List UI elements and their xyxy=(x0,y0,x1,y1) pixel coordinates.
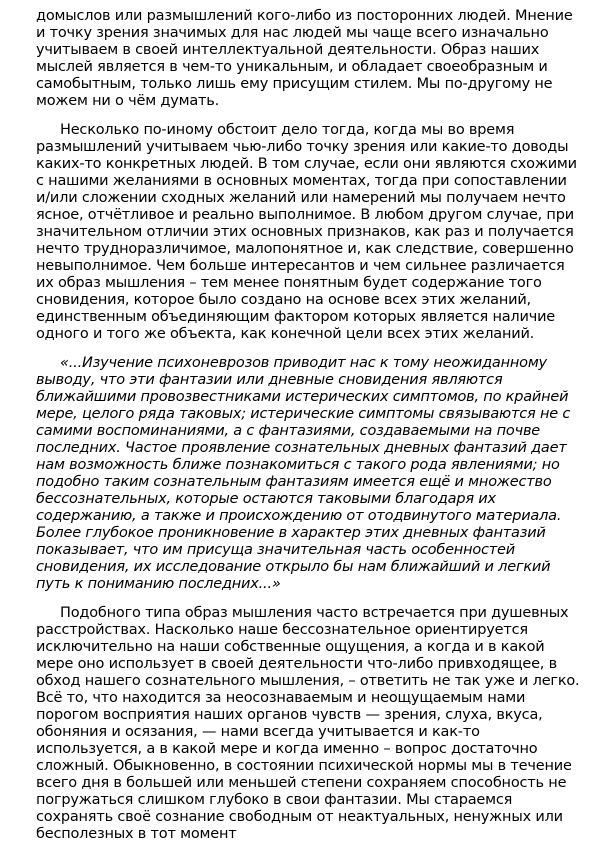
paragraph-body: Подобного типа образ мышления часто встречается при душевных расстройствах. Насколько наше бессознательное ориентируется исключительно на наши собственные ощущения, а когда и в какой мере оно использует в своей деятельности что-либо привходящее, в обход нашего сознательного мышления, – ответить не так уже и легко. Всё то, что находится за неосознаваемым и неощущаемым нами порогом восприятия наших органов чувств — зрения, слуха, вкуса, обоняния и осязания, — нами всегда учитывается и как-то используется, а в какой мере и когда именно – вопрос достаточно сложный. Обыкновенно, в состоянии психической нормы мы в течение всего дня в большей или меньшей степени сохраняем способность не погружаться слишком глубоко в свои фантазии. Мы стараемся сохранять своё сознание свободным от неактуальных, ненужных или бесполезных в тот момент xyxy=(36,605,580,842)
paragraph-body: Несколько по-иному обстоит дело тогда, когда мы во время размышлений учитываем чью-либо точку зрения или какие-то доводы каких-то конкретных людей. В том случае, если они являются схожими с нашими желаниями в основных моментах, тогда при сопоставлении и/или сложении сходных желаний или намерений мы получаем нечто ясное, отчётливое и реально выполнимое. В любом другом случае, при значительном отличии этих основных признаков, как раз и получается нечто трудноразличимое, малопонятное и, как следствие, совершенно невыполнимое. Чем больше интересантов и чем сильнее различается их образ мышления – тем менее понятным будет содержание того сновидения, которое было создано на основе всех этих желаний, единственным объединяющим фактором которых является наличие одного и того же объекта, как конечной цели всех этих желаний. xyxy=(36,122,577,342)
paragraph-continuation: домыслов или размышлений кого-либо из посторонних людей. Мнение и точку зрения значимых для нас людей мы чаще всего изначально учитываем в своей интеллектуальной деятельности. Образ наших мыслей является в чем-то уникальным, и обладает своеобразным и самобытным, только лишь ему присущим стилем. Мы по-другому не можем ни о чём думать. xyxy=(36,8,573,109)
quote-paragraph: «...Изучение психоневрозов приводит нас к тому неожиданному выводу, что эти фантазии или дневные сновидения являются ближайшими провозвестниками истерических симптомов, по крайней мере, целого ряда таковых; истерические симптомы связываются не с самими воспоминаниями, а с фантазиями, создаваемыми на почве последних. Частое проявление сознательных дневных фантазий дает нам возможность ближе познакомиться с такого рода явлениями; но подобно таким сознательным фантазиям имеется ещё и множество бессознательных, которые остаются таковыми благодаря их содержанию, а также и происхождению от отодвинутого материала. Более глубокое проникновение в характер этих дневных фантазий показывает, что им присуща значительная часть особенностей сновидения, их исследование открыло бы нам ближайший и легкий путь к пониманию последних...» xyxy=(36,355,571,592)
